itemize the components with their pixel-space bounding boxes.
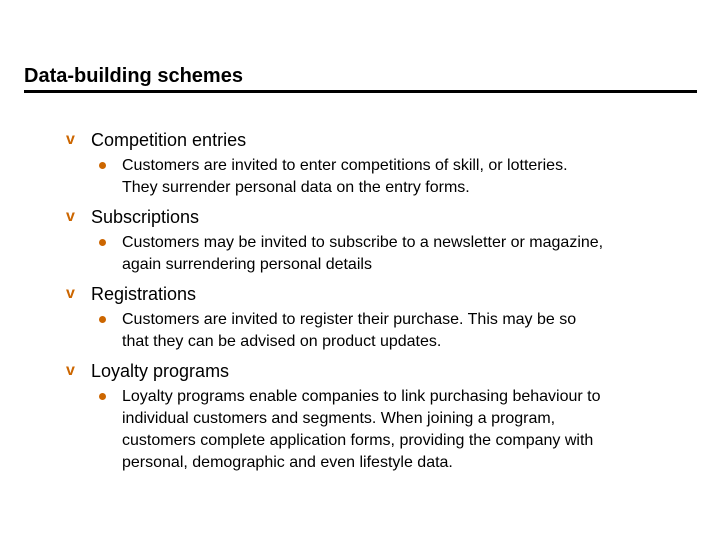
- sub-bullet-line: Customers may be invited to subscribe to a newsletter or magazine,: [122, 234, 604, 251]
- slide-title: Data-building schemes: [24, 65, 243, 87]
- section-heading: [66, 205, 706, 229]
- section-heading: [66, 282, 706, 306]
- sub-bullet: [99, 232, 706, 276]
- section-registrations: [66, 282, 706, 353]
- sub-bullet-line: Customers are invited to enter competitions of skill, or lotteries.: [122, 157, 568, 174]
- sub-bullet-line: customers complete application forms, providing the company with: [122, 432, 594, 449]
- sub-bullet: [99, 386, 706, 474]
- sub-bullet-line: personal, demographic and even lifestyle data.: [122, 454, 453, 471]
- section-heading-text: Competition entries: [91, 130, 247, 150]
- section-subscriptions: [66, 205, 706, 276]
- sub-bullet-line: Loyalty programs enable companies to link purchasing behaviour to: [122, 388, 601, 405]
- section-heading: [66, 128, 706, 152]
- dot-bullet-icon: [99, 162, 106, 169]
- sub-bullet-line: individual customers and segments. When joining a program,: [122, 410, 556, 427]
- sub-bullet: [99, 309, 706, 353]
- section-heading-text: Subscriptions: [91, 207, 200, 227]
- sub-bullet-line: again surrendering personal details: [122, 256, 372, 273]
- section-competition-entries: [66, 128, 706, 199]
- v-bullet-icon: v: [66, 362, 75, 379]
- section-heading-text: Registrations: [91, 284, 197, 304]
- title-underline: [24, 90, 697, 93]
- sub-bullet: [99, 155, 706, 199]
- section-loyalty-programs: [66, 359, 706, 474]
- dot-bullet-icon: [99, 316, 106, 323]
- section-heading-text: Loyalty programs: [91, 361, 230, 381]
- sub-bullet-line: Customers are invited to register their purchase. This may be so: [122, 311, 577, 328]
- v-bullet-icon: v: [66, 208, 75, 225]
- dot-bullet-icon: [99, 393, 106, 400]
- v-bullet-icon: v: [66, 131, 75, 148]
- bullet-list: [66, 128, 706, 480]
- dot-bullet-icon: [99, 239, 106, 246]
- v-bullet-icon: v: [66, 285, 75, 302]
- sub-bullet-line: that they can be advised on product updates.: [122, 333, 442, 350]
- section-heading: [66, 359, 706, 383]
- sub-bullet-line: They surrender personal data on the entry forms.: [122, 179, 470, 196]
